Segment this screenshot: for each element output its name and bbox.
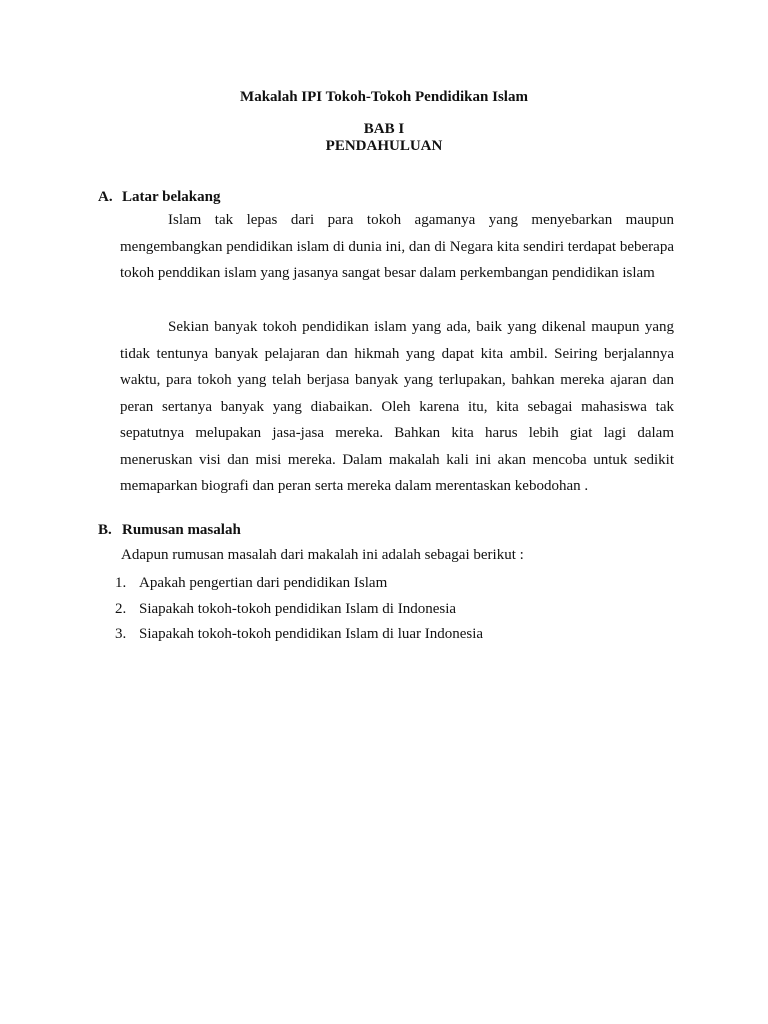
list-item-text: Siapakah tokoh-tokoh pendidikan Islam di Indonesia xyxy=(139,600,457,617)
list-item xyxy=(115,571,483,597)
section-b-heading xyxy=(98,521,241,539)
research-questions-list xyxy=(115,571,483,648)
list-item-text: Apakah pengertian dari pendidikan Islam xyxy=(139,575,388,591)
section-b-intro: Adapun rumusan masalah dari makalah ini adalah sebagai berikut : xyxy=(121,547,524,563)
section-a-title: Latar belakang xyxy=(122,189,221,205)
list-item-number: 3. xyxy=(115,626,127,642)
chapter-number: BAB I xyxy=(363,121,405,137)
section-a-letter: A. xyxy=(98,189,113,205)
list-item xyxy=(115,622,483,648)
list-item xyxy=(115,597,483,623)
list-item-number: 2. xyxy=(115,600,127,617)
section-b-title: Rumusan masalah xyxy=(122,522,241,538)
list-item-number: 1. xyxy=(115,575,127,591)
document-title: Makalah IPI Tokoh-Tokoh Pendidikan Islam xyxy=(240,89,528,105)
list-item-text: Siapakah tokoh-tokoh pendidikan Islam di luar Indonesia xyxy=(139,626,484,642)
section-a-paragraph-2: Sekian banyak tokoh pendidikan islam yang ada, baik yang dikenal maupun yang tidak tentunya banyak pelajaran dan hikmah yang dapat kita ambil. Seiring berjalannya waktu, para tokoh yang telah berjasa banyak yang terlupakan, bahkan mereka ajaran dan peran sertanya banyak yang diabaikan. Oleh karena itu, kita sebagai mahasiswa tak sepatutnya melupakan jasa-jasa mereka. Bahkan kita harus lebih giat lagi dalam meneruskan visi dan misi mereka. Dalam makalah kali ini akan mencoba untuk sedikit memaparkan biografi dan peran serta mereka dalam merentaskan kebodohan . xyxy=(120,319,674,494)
section-a-heading xyxy=(98,188,221,206)
section-b-letter: B. xyxy=(98,522,112,538)
chapter-title: PENDAHULUAN xyxy=(325,138,443,154)
section-a-paragraph-1: Islam tak lepas dari para tokoh agamanya yang menyebarkan maupun mengembangkan pendidikan islam di dunia ini, dan di Negara kita sendiri terdapat beberapa tokoh penddikan islam yang jasanya sangat besar dalam perkembangan pendidikan islam xyxy=(120,212,674,281)
